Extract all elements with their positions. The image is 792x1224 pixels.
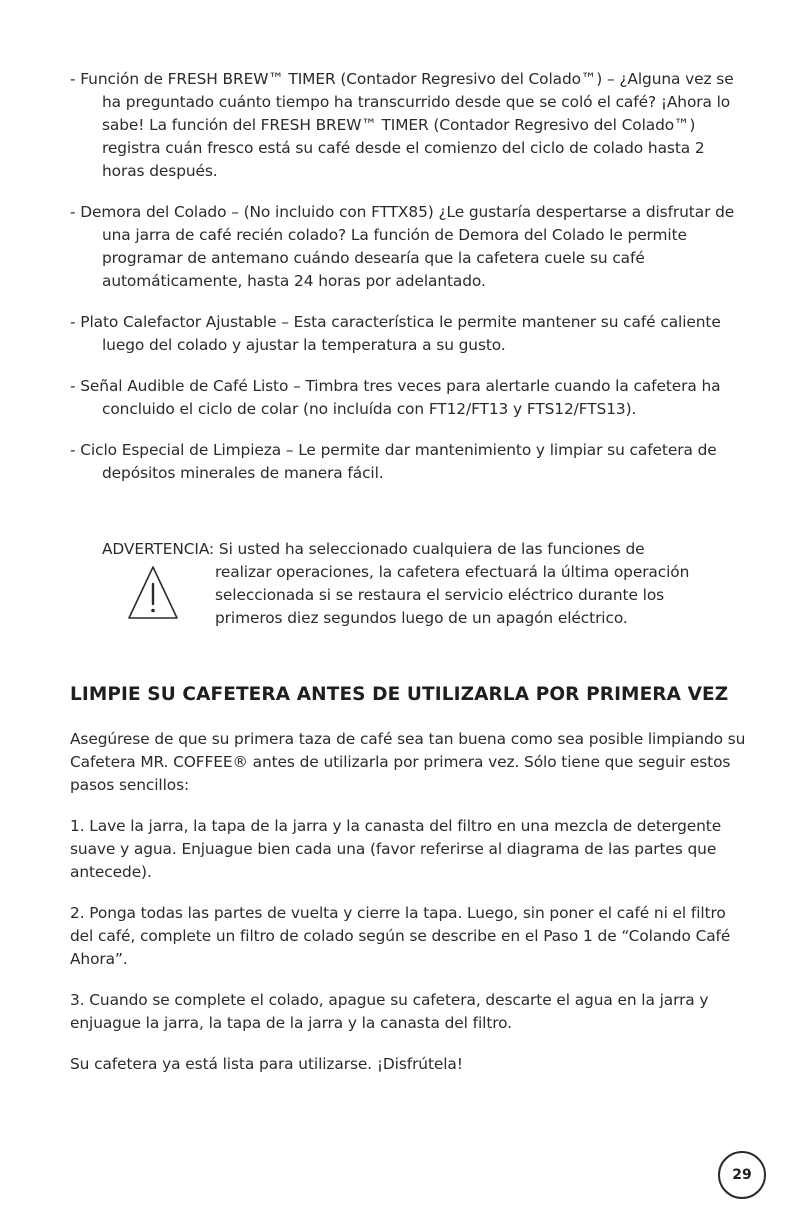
feature-text: Señal Audible de Café Listo – Timbra tres veces para alertarle cuando la cafetera ha concluido el ciclo de colar (no incluída con FT12/FT13 y FTS12/FTS13). bbox=[80, 377, 721, 418]
feature-item bbox=[70, 311, 750, 357]
feature-text: Función de FRESH BREW™ TIMER (Contador Regresivo del Colado™) – ¿Alguna vez se ha preguntado cuánto tiempo ha transcurrido desde que se coló el café? ¡Ahora lo sabe! La función del FRESH BREW™ TIMER (Contador Regresivo del Colado™) registra cuán fresco está su café desde el comienzo del ciclo de colado hasta 2 horas después. bbox=[80, 70, 734, 180]
list-dash: - bbox=[70, 441, 76, 459]
list-dash: - bbox=[70, 203, 76, 221]
closing-paragraph: Su cafetera ya está lista para utilizarse. ¡Disfrútela! bbox=[70, 1055, 463, 1073]
feature-item bbox=[70, 201, 750, 293]
feature-text: Ciclo Especial de Limpieza – Le permite dar mantenimiento y limpiar su cafetera de depósitos minerales de manera fácil. bbox=[80, 441, 717, 482]
feature-item bbox=[70, 375, 750, 421]
list-dash: - bbox=[70, 70, 76, 88]
feature-text: Demora del Colado – (No incluido con FTTX85) ¿Le gustaría despertarse a disfrutar de una jarra de café recién colado? La función de Demora del Colado le permite programar de antemano cuándo desearía que la cafetera cuele su café automáticamente, hasta 24 horas por adelantado. bbox=[80, 203, 735, 290]
section-title: LIMPIE SU CAFETERA ANTES DE UTILIZARLA POR PRIMERA VEZ bbox=[70, 684, 729, 705]
warning-block bbox=[102, 538, 722, 627]
feature-list bbox=[70, 68, 750, 503]
feature-text: Plato Calefactor Ajustable – Esta característica le permite mantener su café caliente luego del colado y ajustar la temperatura a su gusto. bbox=[80, 313, 721, 354]
feature-item bbox=[70, 439, 750, 485]
step-3: 3. Cuando se complete el colado, apague su cafetera, descarte el agua en la jarra y enjuague la jarra, la tapa de la jarra y la canasta del filtro. bbox=[70, 991, 709, 1032]
intro-paragraph: Asegúrese de que su primera taza de café sea tan buena como sea posible limpiando su Cafetera MR. COFFEE® antes de utilizarla por primera vez. Sólo tiene que seguir estos pasos sencillos: bbox=[70, 730, 746, 794]
step-1: 1. Lave la jarra, la tapa de la jarra y la canasta del filtro en una mezcla de detergente suave y agua. Enjuague bien cada una (favor referirse al diagrama de las partes que antecede). bbox=[70, 817, 722, 881]
warning-text: realizar operaciones, la cafetera efectuará la última operación seleccionada si se restaura el servicio eléctrico durante los primeros diez segundos luego de un apagón eléctrico. bbox=[215, 563, 690, 627]
instructions bbox=[70, 728, 750, 1094]
warning-first-line: ADVERTENCIA: Si usted ha seleccionado cualquiera de las funciones de bbox=[102, 540, 645, 558]
warning-triangle-icon bbox=[126, 564, 180, 622]
feature-item bbox=[70, 68, 750, 183]
list-dash: - bbox=[70, 377, 76, 395]
step-2: 2. Ponga todas las partes de vuelta y cierre la tapa. Luego, sin poner el café ni el filtro del café, complete un filtro de colado según se describe en el Paso 1 de “Colando Café Ahora”. bbox=[70, 904, 731, 968]
page-number: 29 bbox=[718, 1151, 766, 1199]
list-dash: - bbox=[70, 313, 76, 331]
